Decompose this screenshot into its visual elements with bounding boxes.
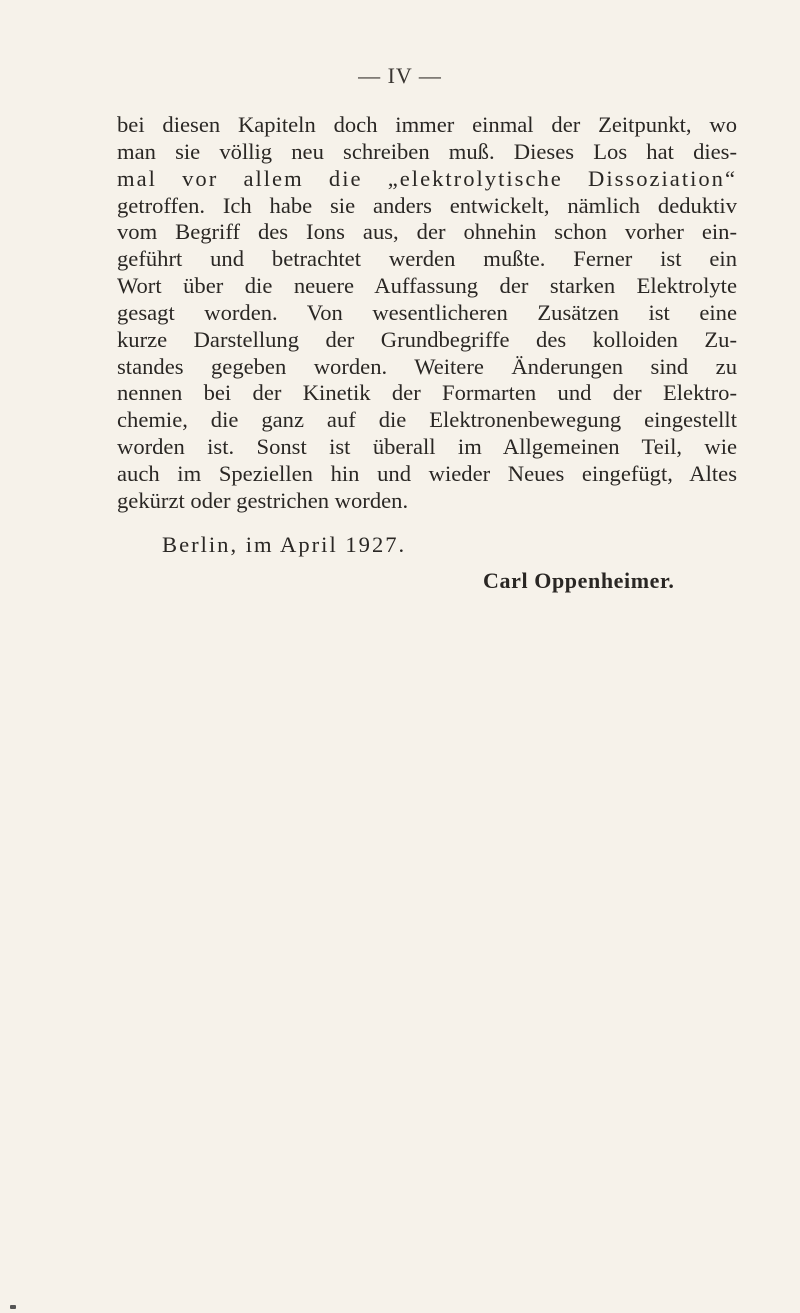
paragraph-line: bei diesen Kapiteln doch immer einmal der Zeitpunkt, wo [117, 112, 737, 137]
author-signature: Carl Oppenheimer. [483, 568, 675, 593]
paragraph-line: vom Begriff des Ions aus, der ohnehin schon vorher ein- [117, 219, 737, 245]
paragraph-line: nennen bei der Kinetik der Formarten und der Elektro- [117, 380, 737, 406]
paragraph-line: kurze Darstellung der Grundbegriffe des kolloiden Zu- [117, 326, 737, 352]
preface-paragraph [117, 112, 737, 515]
margin-speck [10, 1305, 16, 1309]
paragraph-line: chemie, die ganz auf die Elektronenbewegung eingestellt [117, 407, 737, 433]
paragraph-line: getroffen. Ich habe sie anders entwickelt, nämlich deduktiv [117, 192, 737, 218]
paragraph-line: auch im Speziellen hin und wieder Neues eingefügt, Altes [117, 460, 737, 486]
paragraph-line: gesagt worden. Von wesentlicheren Zusätzen ist eine [117, 299, 737, 325]
paragraph-line: mal vor allem die „elektrolytische Dissoziation“ [117, 165, 737, 191]
paragraph-line: geführt und betrachtet werden mußte. Ferner ist ein [117, 246, 737, 272]
paragraph-line: gekürzt oder gestrichen worden. [117, 487, 409, 513]
paragraph-line: Wort über die neuere Auffassung der starken Elektrolyte [117, 273, 737, 299]
paragraph-line: standes gegeben worden. Weitere Änderungen sind zu [117, 353, 737, 379]
place-and-date: Berlin, im April 1927. [162, 532, 407, 557]
page-number: — IV — [358, 63, 442, 88]
paragraph-line: man sie völlig neu schreiben muß. Dieses Los hat dies- [117, 138, 737, 164]
paragraph-line: worden ist. Sonst ist überall im Allgemeinen Teil, wie [117, 434, 737, 460]
